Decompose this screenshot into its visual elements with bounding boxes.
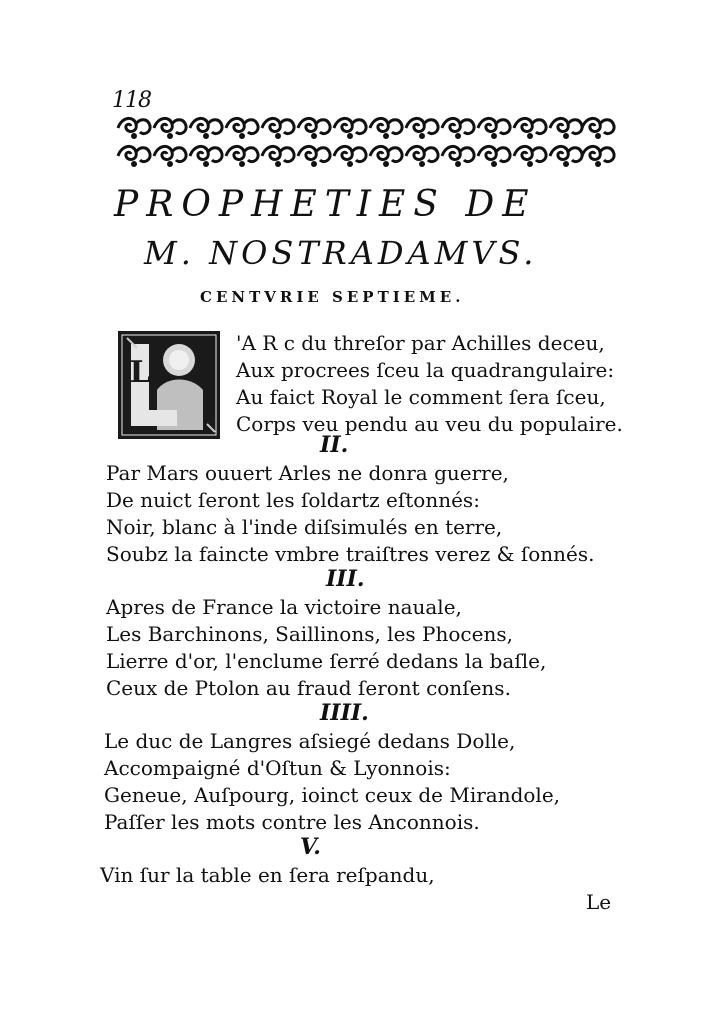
verse-line: Soubz la faincte vmbre traiſtres verez & ſonnés.	[106, 542, 595, 566]
title-line-1: PROPHETIES DE	[114, 184, 537, 225]
verse-line: Apres de France la victoire nauale,	[106, 595, 462, 619]
verse-line: Le duc de Langres aſsiegé dedans Dolle,	[104, 729, 516, 753]
verse-line: Noir, blanc à l'inde diſsimulés en terre,	[106, 515, 503, 539]
quatrain-numeral: IIII.	[320, 700, 369, 726]
quatrain-numeral: V.	[300, 834, 321, 860]
verse-line: 'A R c du threſor par Achilles deceu,	[236, 331, 605, 355]
verse-line: Geneue, Auſpourg, ioinct ceux de Mirandole,	[104, 783, 561, 807]
verse-line: Vin ſur la table en ſera reſpandu,	[100, 863, 435, 887]
verse-line: Aux procrees ſceu la quadrangulaire:	[236, 358, 615, 382]
verse-line: Accompaigné d'Oſtun & Lyonnois:	[104, 756, 451, 780]
verse-line: Ceux de Ptolon au fraud ſeront conſens.	[106, 676, 511, 700]
verse-line: De nuict ſeront les ſoldartz eſtonnés:	[106, 488, 480, 512]
verse-line: Corps veu pendu au veu du populaire.	[236, 412, 623, 436]
verse-line: Au faict Royal le comment ſera ſceu,	[236, 385, 606, 409]
verse-line: Les Barchinons, Saillinons, les Phocens,	[106, 622, 513, 646]
drop-cap-letter: L	[129, 355, 151, 390]
page-number: 118	[112, 88, 151, 113]
verse-line: Lierre d'or, l'enclume ſerré dedans la baſle,	[106, 649, 547, 673]
century-heading: CENTVRIE SEPTIEME.	[200, 288, 465, 306]
catchword: Le	[586, 890, 612, 914]
quatrain-numeral: II.	[320, 432, 349, 458]
quatrain-numeral: III.	[326, 566, 365, 592]
title-line-2: M. NOSTRADAMVS.	[144, 234, 538, 272]
verse-line: Par Mars ouuert Arles ne donra guerre,	[106, 461, 509, 485]
verse-line: Paſſer les mots contre les Anconnois.	[104, 810, 480, 834]
